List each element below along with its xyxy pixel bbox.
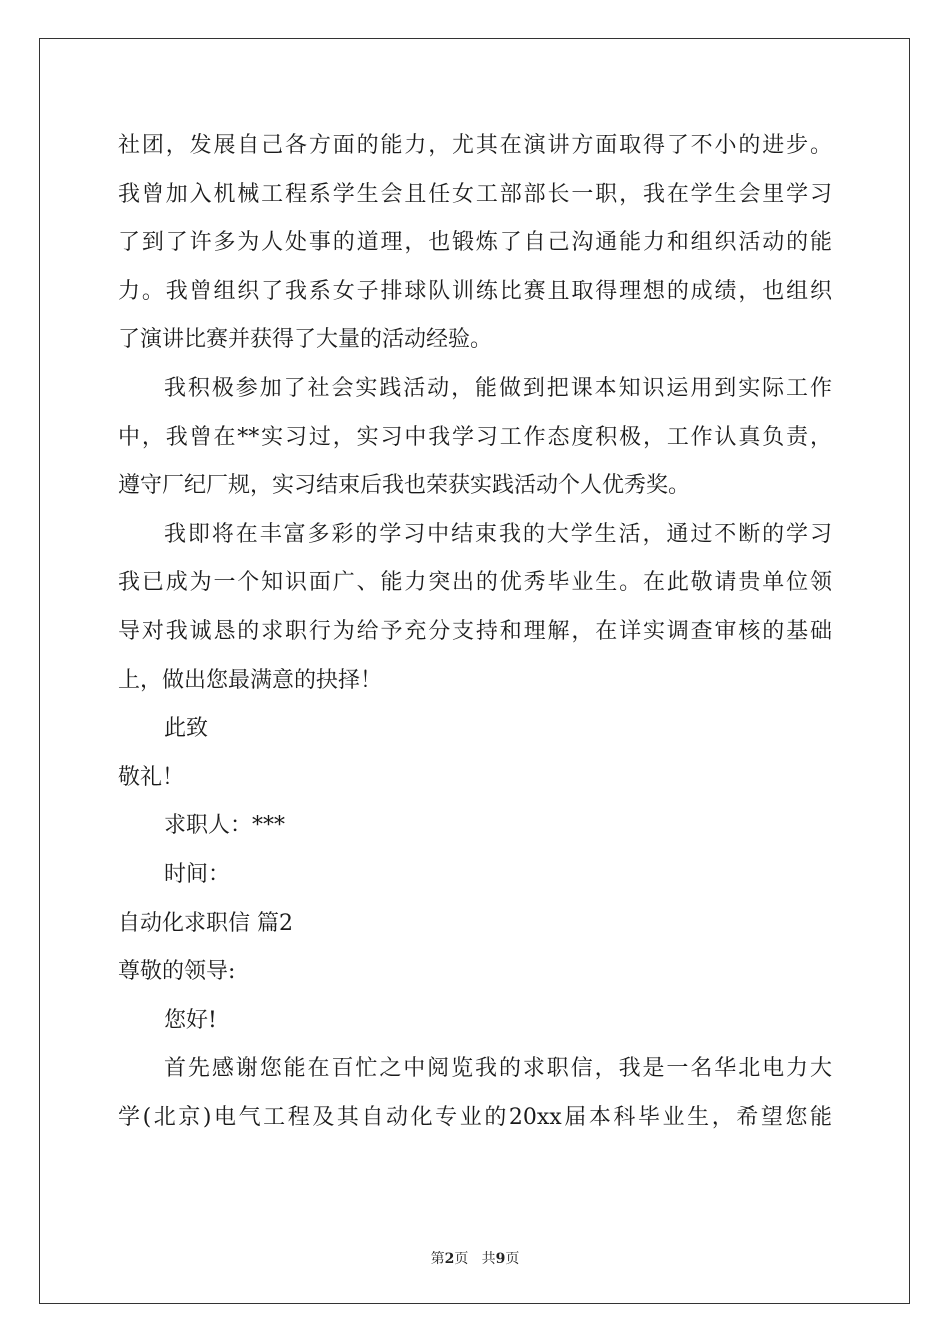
text-line: 自动化求职信 篇2 — [118, 910, 293, 936]
text-line: 敬礼！ — [118, 764, 185, 790]
text-line: 力。我曾组织了我系女子排球队训练比赛且取得理想的成绩，也组织 — [118, 278, 832, 304]
page-prefix: 第 — [430, 1251, 445, 1267]
text-line: 中，我曾在**实习过，实习中我学习工作态度积极，工作认真负责， — [118, 424, 832, 450]
text-line: 时间： — [164, 861, 231, 887]
total-pages-number: 9 — [495, 1251, 506, 1267]
text-line: 我已成为一个知识面广、能力突出的优秀毕业生。在此敬请贵单位领 — [118, 570, 832, 596]
text-line: 求职人：*** — [164, 813, 286, 839]
page-suffix: 页 — [454, 1251, 469, 1267]
total-suffix: 页 — [505, 1251, 520, 1267]
text-line: 尊敬的领导: — [118, 959, 236, 985]
text-line: 上，做出您最满意的抉择！ — [118, 667, 383, 693]
text-line: 学(北京)电气工程及其自动化专业的20xx届本科毕业生，希望您能 — [118, 1104, 832, 1130]
text-line: 遵守厂纪厂规，实习结束后我也荣获实践活动个人优秀奖。 — [118, 473, 691, 499]
text-line: 您好! — [164, 1007, 217, 1033]
text-line: 首先感谢您能在百忙之中阅览我的求职信，我是一名华北电力大 — [164, 1056, 832, 1082]
text-line: 了演讲比赛并获得了大量的活动经验。 — [118, 327, 493, 353]
text-line: 了到了许多为人处事的道理，也锻炼了自己沟通能力和组织活动的能 — [118, 230, 832, 256]
text-line: 社团，发展自己各方面的能力，尤其在演讲方面取得了不小的进步。 — [118, 133, 832, 158]
text-line: 我即将在丰富多彩的学习中结束我的大学生活，通过不断的学习 — [164, 521, 832, 547]
text-line: 此致 — [164, 716, 209, 742]
total-prefix: 共 — [481, 1251, 496, 1267]
page-footer — [0, 1248, 950, 1268]
current-page-number: 2 — [444, 1251, 455, 1267]
text-line: 我积极参加了社会实践活动，能做到把课本知识运用到实际工作 — [164, 375, 832, 401]
text-line: 我曾加入机械工程系学生会且任女工部部长一职，我在学生会里学习 — [118, 181, 832, 207]
document-body — [118, 122, 832, 1142]
text-line: 导对我诚恳的求职行为给予充分支持和理解，在详实调查审核的基础 — [118, 618, 832, 644]
